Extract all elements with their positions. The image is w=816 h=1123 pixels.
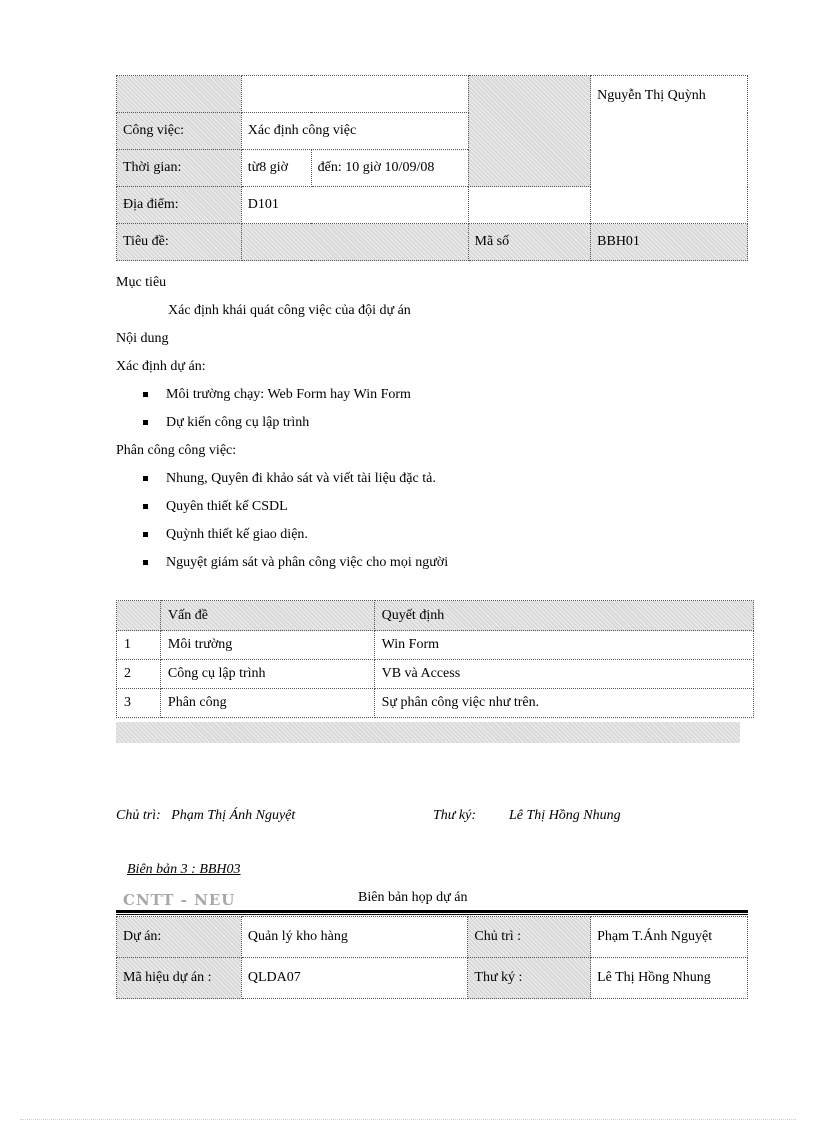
- goal-text: Xác định khái quát công việc của đội dự án: [168, 303, 411, 318]
- secretary-field-value: Lê Thị Hồng Nhung: [591, 958, 748, 999]
- row-decision: Sự phân công việc như trên.: [374, 689, 753, 718]
- secretary-name: Lê Thị Hồng Nhung: [509, 808, 621, 823]
- table-row: [117, 660, 754, 689]
- task-label: Công việc:: [117, 113, 242, 150]
- row-decision: VB và Access: [374, 660, 753, 689]
- chair-signature: [116, 806, 295, 826]
- table-row: [117, 631, 754, 660]
- secretary-signature: [433, 806, 621, 826]
- subject-value: [241, 224, 468, 261]
- meeting-content: [116, 269, 448, 577]
- project-code-label: Mã hiệu dự án :: [117, 958, 242, 999]
- subject-label: Tiêu đề:: [117, 224, 242, 261]
- assign-list: [116, 465, 448, 577]
- task-value: Xác định công việc: [241, 113, 468, 150]
- project-code-value: QLDA07: [241, 958, 468, 999]
- list-item: Môi trường chạy: Web Form hay Win Form: [116, 381, 448, 409]
- list-item: Nguyệt giám sát và phân công việc cho mọi người: [116, 549, 448, 577]
- list-item: Quyên thiết kế CSDL: [116, 493, 448, 521]
- decision-table: [116, 600, 754, 718]
- row-issue: Phân công: [160, 689, 374, 718]
- code-label: Mã số: [468, 224, 591, 261]
- info-blank-value-cell: [241, 76, 468, 113]
- row-issue: Môi trường: [160, 631, 374, 660]
- location-label: Địa điểm:: [117, 187, 242, 224]
- secretary-field-label: Thư ký :: [468, 958, 591, 999]
- chair-field-label: Chủ trì :: [468, 917, 591, 958]
- meeting-info-table: [116, 75, 748, 261]
- row-index: 3: [117, 689, 161, 718]
- project-heading: Xác định dự án:: [116, 359, 206, 374]
- list-item: Nhung, Quyên đi khảo sát và viết tài liệu đặc tả.: [116, 465, 448, 493]
- header-rule-thin: [116, 914, 748, 915]
- row-decision: Win Form: [374, 631, 753, 660]
- list-item: Quỳnh thiết kế giao diện.: [116, 521, 448, 549]
- shaded-strip: [116, 722, 740, 743]
- secretary-label: Thư ký:: [433, 808, 477, 823]
- decision-header-decision: Quyết định: [374, 601, 753, 631]
- time-from: từ8 giờ: [241, 150, 311, 187]
- chair-name: Phạm Thị Ánh Nguyệt: [171, 808, 296, 823]
- info-hatch-block: [468, 76, 591, 187]
- table-row: [117, 958, 748, 999]
- table-row: [117, 689, 754, 718]
- project-info-table: [116, 916, 748, 999]
- table-row: [117, 917, 748, 958]
- org-logo: CNTT - NEU: [123, 891, 236, 909]
- code-value: BBH01: [591, 224, 748, 261]
- info-blank-label-cell: [117, 76, 242, 113]
- time-label: Thời gian:: [117, 150, 242, 187]
- header-rule-thick: [116, 910, 748, 913]
- time-to: đến: 10 giờ 10/09/08: [311, 150, 468, 187]
- info-empty-cell: [468, 187, 591, 224]
- chair-field-value: Phạm T.Ánh Nguyệt: [591, 917, 748, 958]
- decision-header-issue: Vấn đề: [160, 601, 374, 631]
- assign-heading: Phân công công việc:: [116, 443, 237, 458]
- row-index: 1: [117, 631, 161, 660]
- project-list: [116, 381, 448, 437]
- row-issue: Công cụ lập trình: [160, 660, 374, 689]
- goal-heading: Mục tiêu: [116, 275, 167, 290]
- row-index: 2: [117, 660, 161, 689]
- footer-divider: [20, 1119, 796, 1120]
- meeting-heading: Biên bản họp dự án: [358, 890, 468, 905]
- project-value: Quản lý kho hàng: [241, 917, 468, 958]
- content-heading: Nội dung: [116, 331, 169, 346]
- decision-header-index: [117, 601, 161, 631]
- project-label: Dự án:: [117, 917, 242, 958]
- list-item: Dự kiến công cụ lập trình: [116, 409, 448, 437]
- minutes-title: Biên bản 3 : BBH03: [127, 862, 241, 877]
- location-value: D101: [241, 187, 468, 224]
- attendee-name: Nguyễn Thị Quỳnh: [591, 76, 748, 224]
- chair-label: Chủ trì:: [116, 808, 161, 823]
